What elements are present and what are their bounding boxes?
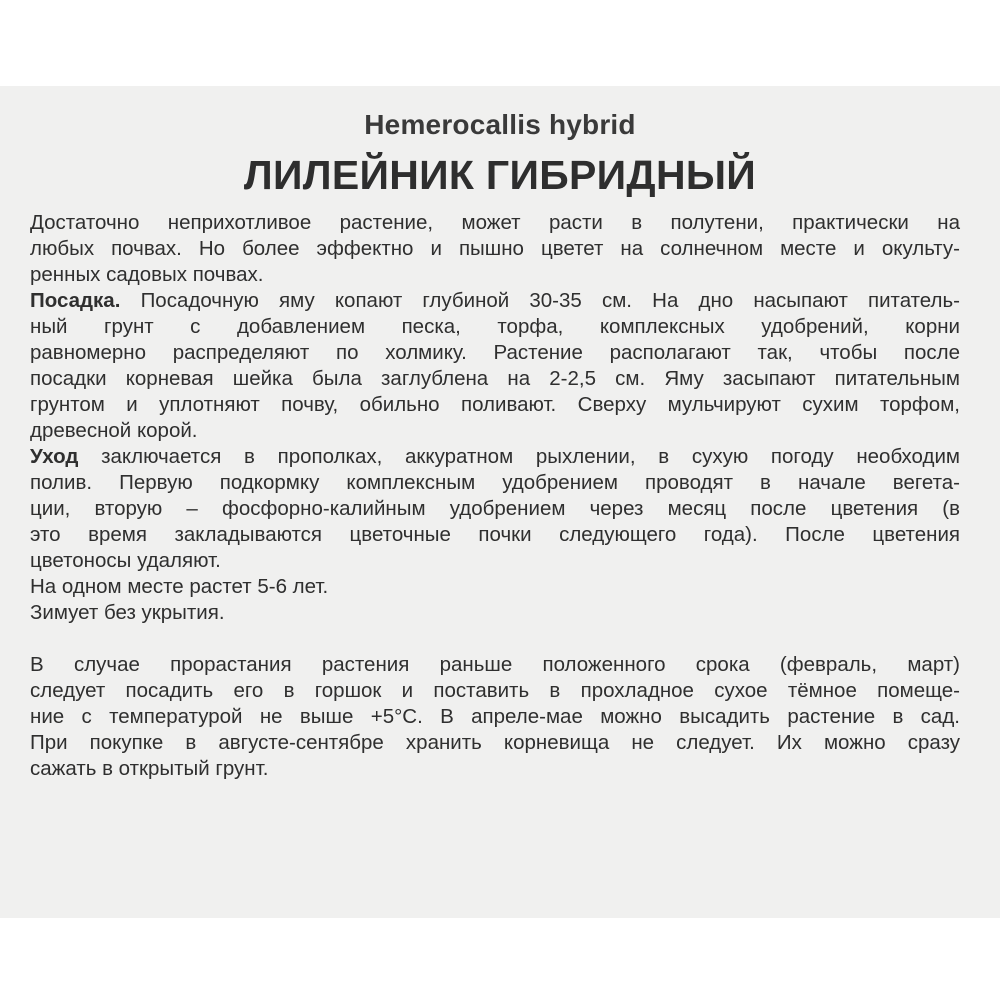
planting-line: грунтом и уплотняют почву, обильно поливают. Сверху мульчируют сухим торфом, [30,393,960,416]
care-line: это время закладываются цветочные почки следующего года). После цветения [30,523,960,546]
planting-line: равномерно распределяют по холмику. Растение располагают так, чтобы после [30,341,960,364]
intro-line: ренных садовых почвах. [30,263,264,286]
planting-line: древесной корой. [30,419,198,442]
care-line: ции, вторую – фосфорно-калийным удобрением через месяц после цветения (в [30,497,960,520]
intro-line: любых почвах. Но более эффектно и пышно цветет на солнечном месте и окульту- [30,237,960,260]
storage-line: При покупке в августе-сентябре хранить корневища не следует. Их можно сразу [30,731,960,754]
planting-line: посадки корневая шейка была заглублена на 2-2,5 см. Яму засыпают питательным [30,367,960,390]
latin-title: Hemerocallis hybrid [364,109,636,140]
storage-line: сажать в открытый грунт. [30,757,269,780]
intro-line: Достаточно неприхотливое растение, может расти в полутени, практически на [30,211,960,234]
storage-line: В случае прорастания растения раньше положенного срока (февраль, март) [30,653,960,676]
note-line: Зимует без укрытия. [30,601,225,624]
storage-line: ние с температурой не выше +5°С. В апреле-мае можно высадить растение в сад. [30,705,960,728]
planting-label: Посадка. [30,289,121,312]
description-text [30,210,960,782]
planting-line [30,288,960,314]
russian-title: ЛИЛЕЙНИК ГИБРИДНЫЙ [243,152,757,198]
care-line: цветоносы удаляют. [30,549,221,572]
care-line: полив. Первую подкормку комплексным удобрением проводят в начале вегета- [30,471,960,494]
note-line: На одном месте растет 5-6 лет. [30,575,329,598]
planting-line: ный грунт с добавлением песка, торфа, комплексных удобрений, корни [30,315,960,338]
care-text: заключается в прополках, аккуратном рыхлении, в сухую погоду необходим [78,445,960,468]
storage-line: следует посадить его в горшок и поставить в прохладное сухое тёмное помеще- [30,679,960,702]
care-line [30,444,960,470]
care-label: Уход [30,445,79,468]
planting-text: Посадочную яму копают глубиной 30-35 см. На дно насыпают питатель- [120,289,960,312]
paragraph-gap [30,626,960,652]
